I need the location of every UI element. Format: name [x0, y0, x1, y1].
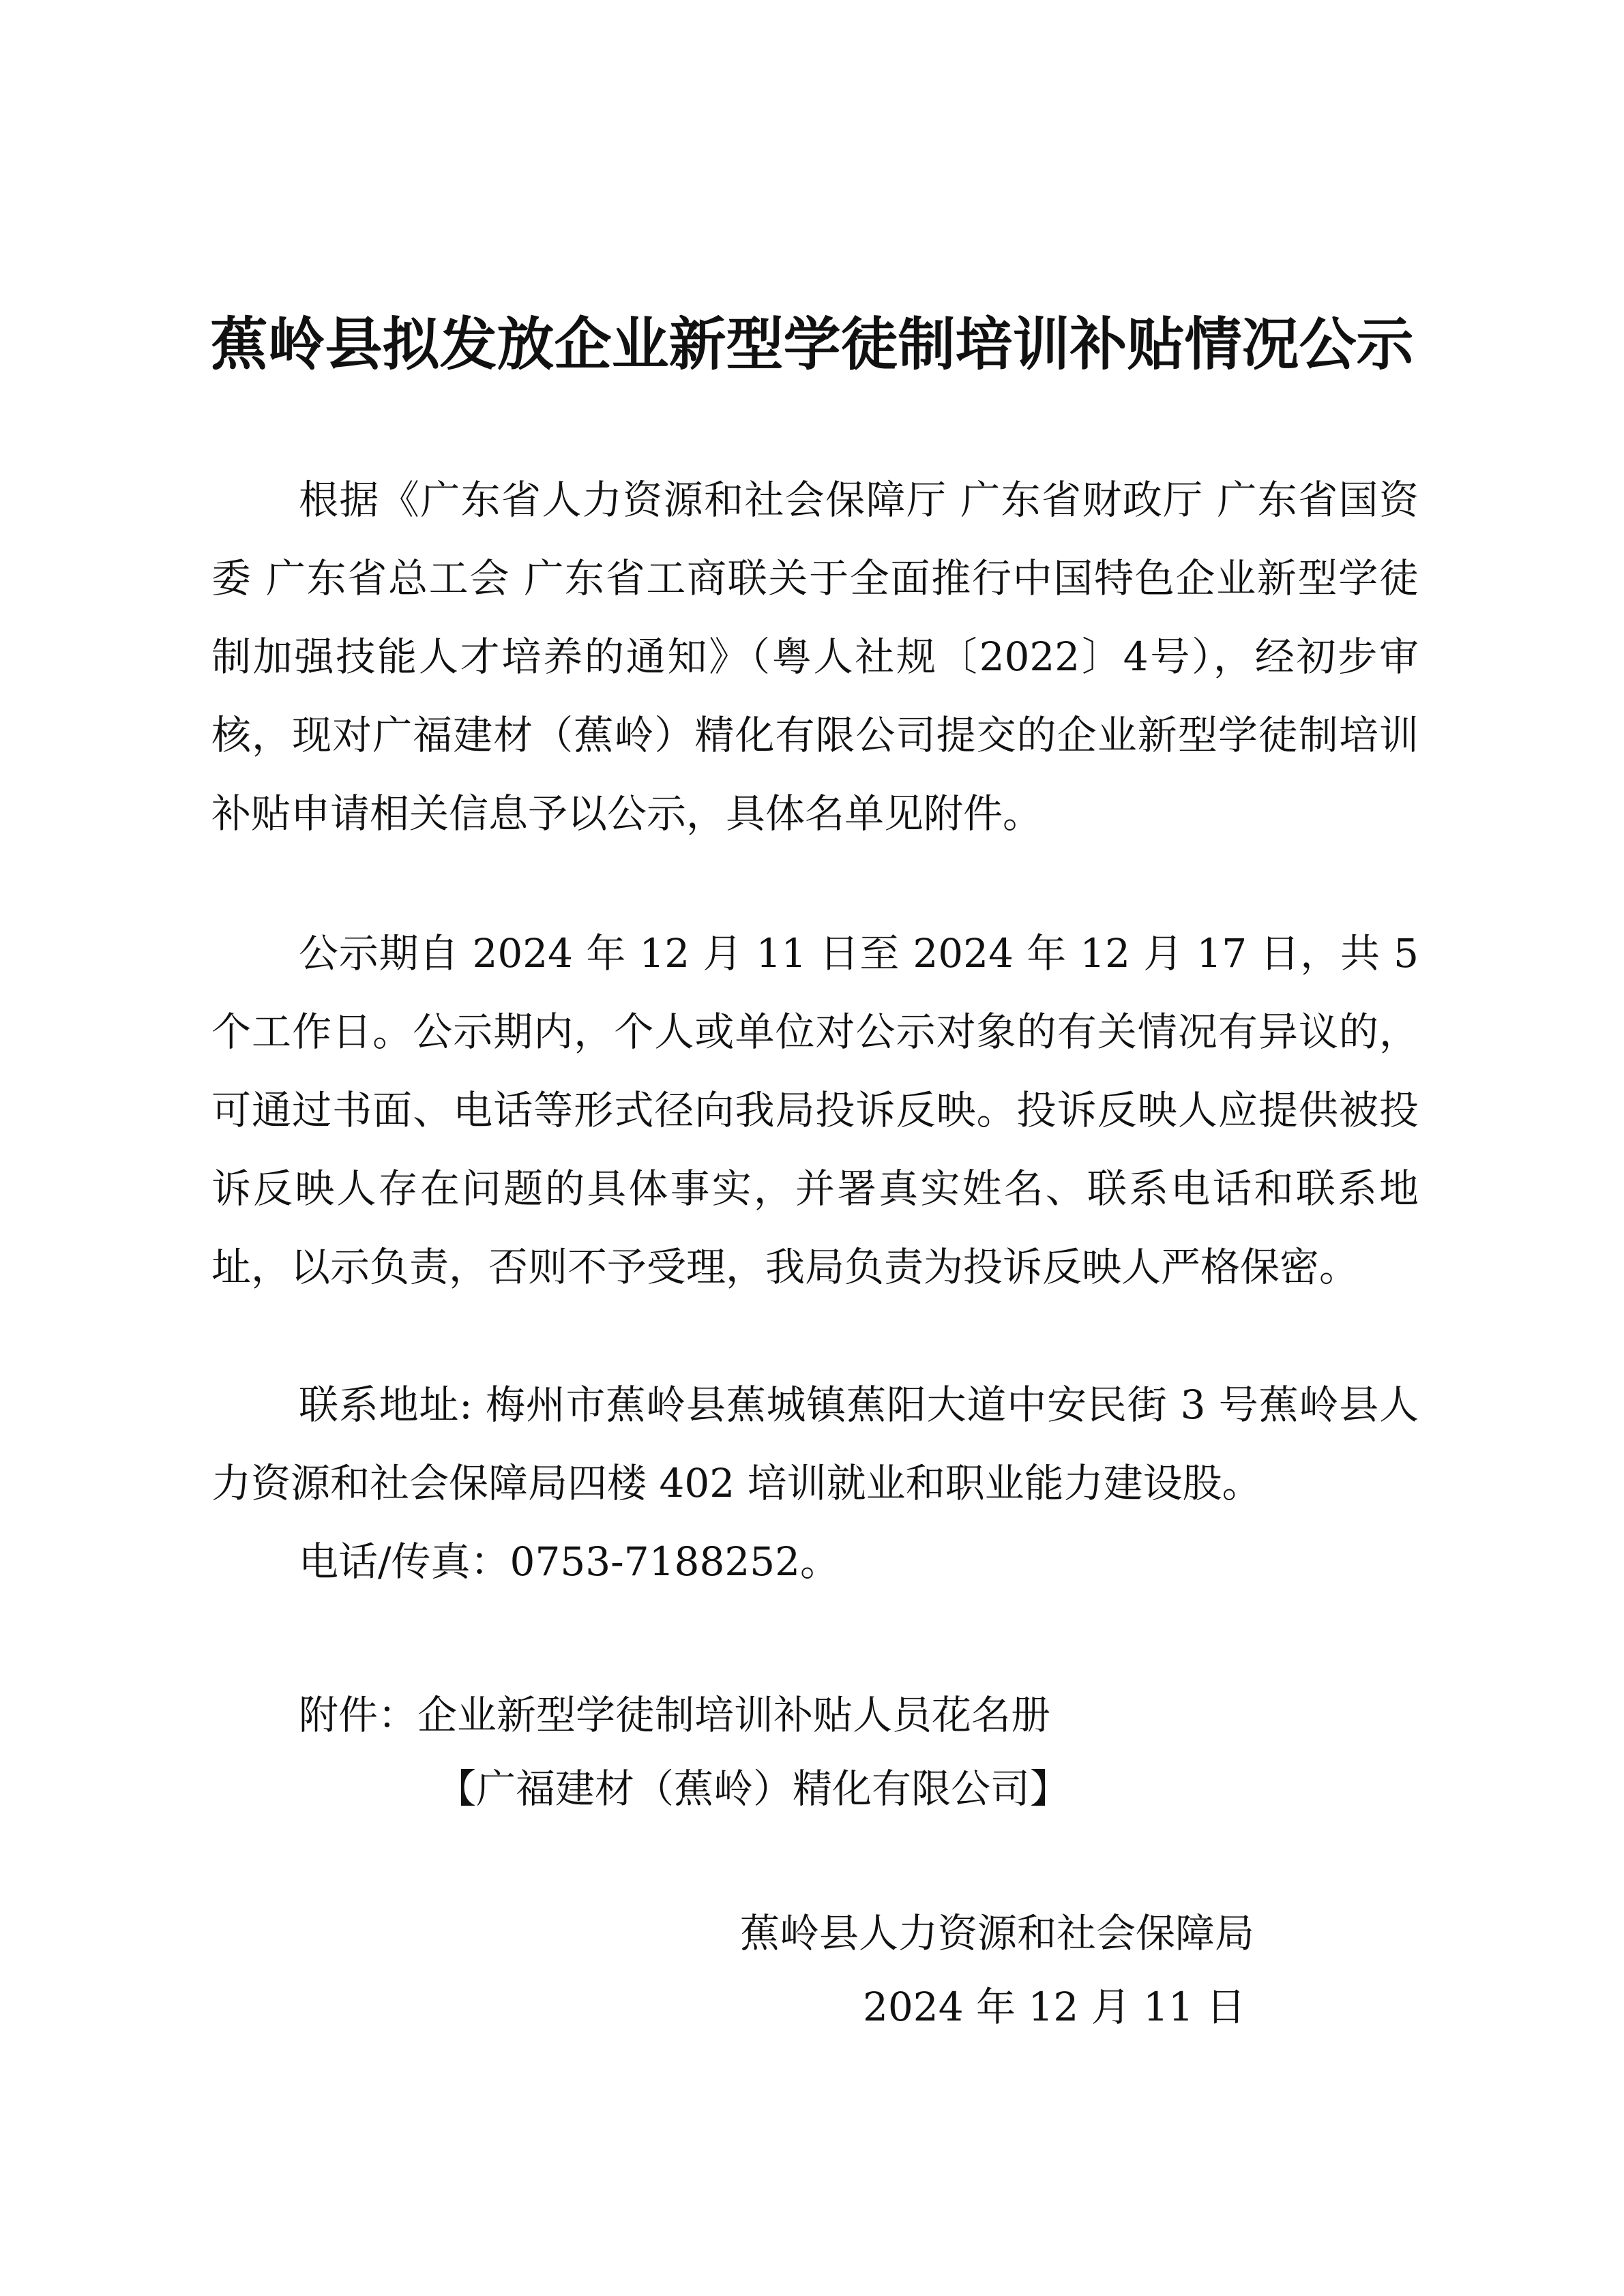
paragraph-basis: 根据《广东省人力资源和社会保障厅 广东省财政厅 广东省国资委 广东省总工会 广东省工商联关于全面推行中国特色企业新型学徒制加强技能人才培养的通知》（粤人社规〔2022〕4号），经初步审核，现对广福建材（蕉岭）精化有限公司提交的企业新型学徒制培训补贴申请相关信息予以公示，具体名单见附件。: [211, 477, 1419, 837]
contact-phone: 电话/传真：0753-7188252。: [299, 1538, 840, 1585]
attachment-label: 附件：企业新型学徒制培训补贴人员花名册: [299, 1692, 1051, 1738]
signature-organization: 蕉岭县人力资源和社会保障局: [740, 1910, 1255, 1956]
attachment-company: 【广福建材（蕉岭）精化有限公司】: [437, 1765, 1070, 1812]
paragraph-contact-address: 联系地址: 梅州市蕉岭县蕉城镇蕉阳大道中安民街 3 号蕉岭县人力资源和社会保障局四楼 402 培训就业和职业能力建设股。: [211, 1382, 1419, 1506]
signature-date: 2024 年 12 月 11 日: [863, 1984, 1246, 2030]
paragraph-publicity-period: 公示期自 2024 年 12 月 11 日至 2024 年 12 月 17 日，共 5 个工作日。公示期内，个人或单位对公示对象的有关情况有异议的，可通过书面、电话等形式径向我局投诉反映。投诉反映人应提供被投诉反映人存在问题的具体事实，并署真实姓名、联系电话和联系地址，以示负责，否则不予受理，我局负责为投诉反映人严格保密。: [211, 930, 1419, 1290]
document-title: 蕉岭县拟发放企业新型学徒制培训补贴情况公示: [210, 311, 1414, 378]
